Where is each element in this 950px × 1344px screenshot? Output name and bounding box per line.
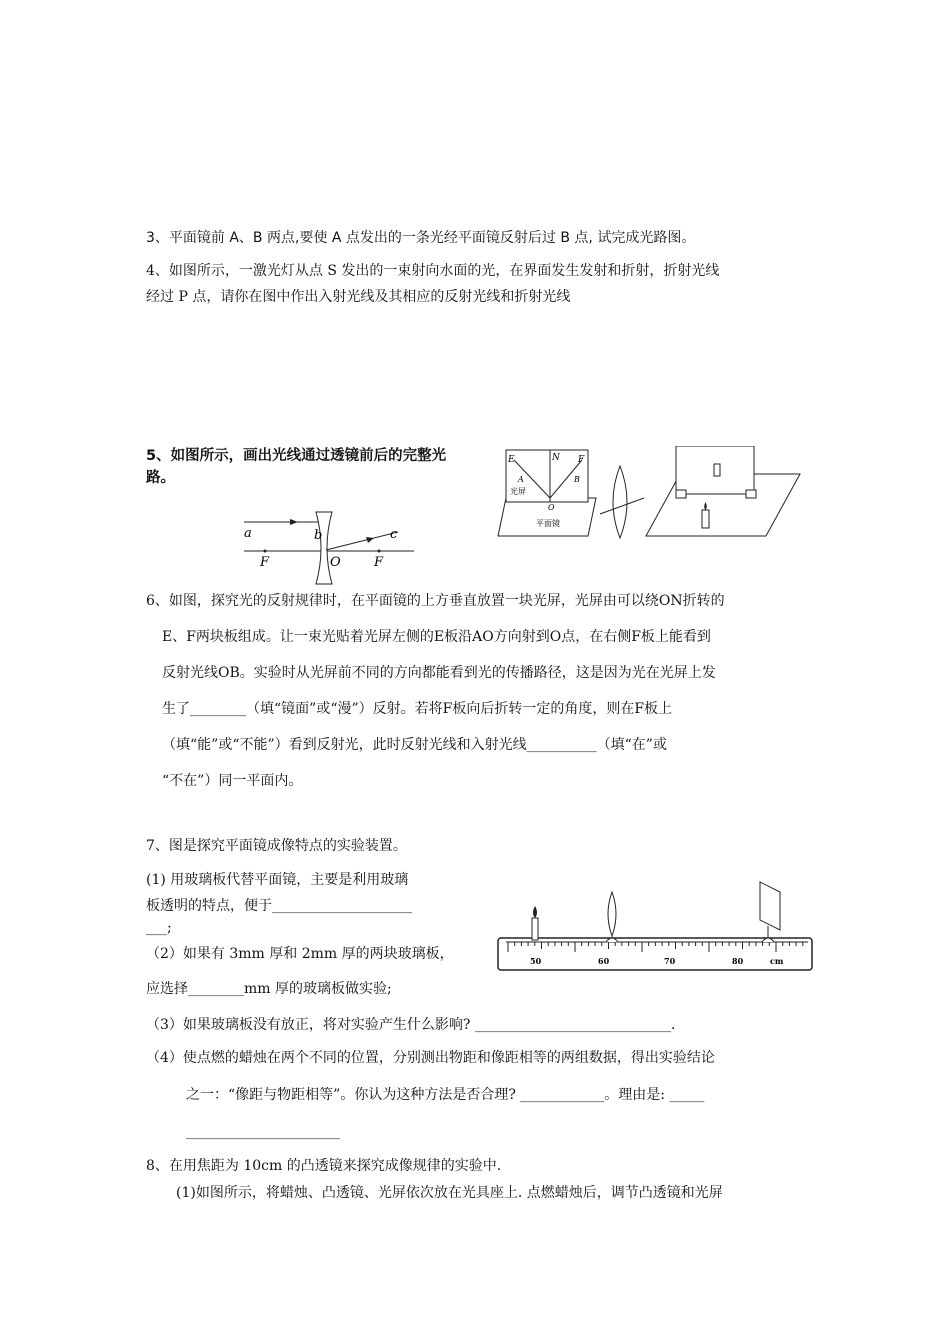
q7-p2-line2: 应选择________mm 厚的玻璃板做实验; [146,981,392,997]
label-o-point: O [548,503,555,512]
refracted-ray-c [326,532,398,550]
q6-line6: “不在”）同一平面内。 [162,773,303,789]
label-c: c [390,527,398,542]
q4-line2: 经过 P 点，请你在图中作出入射光线及其相应的反射光线和折射光线 [146,289,571,305]
label-n: N [552,453,560,463]
ray-arrow-icon-2 [366,537,374,543]
q7-p1-line2: 板透明的特点，便于____________________ [146,898,412,914]
q4-line1: 4、如图所示，一激光灯从点 S 发出的一束射向水面的光，在界面发生发射和折射，折射光线 [146,263,720,279]
q6-line4: 生了________（填“镜面”或“漫”）反射。若将F板向后折转一定的角度，则在F板上 [162,701,673,717]
tick-label-60: 60 [598,956,610,966]
candle-icon [532,918,538,940]
reflection-experiment-figure [496,446,808,548]
q6-line2: E、F两块板组成。让一束光贴着光屏左侧的E板沿AO方向射到O点，在右侧F板上能看到 [162,629,711,645]
label-a: a [244,526,252,541]
screen-label: 光屏 [510,487,526,496]
q7-p2-line1: （2）如果有 3mm 厚和 2mm 厚的两块玻璃板， [146,946,454,962]
q8-p1: (1)如图所示，将蜡烛、凸透镜、光屏依次放在光具座上. 点燃蜡烛后，调节凸透镜和光屏 [176,1185,723,1201]
concave-lens-figure [238,508,418,586]
label-o: O [330,555,341,570]
q7-p3: （3）如果玻璃板没有放正，将对实验产生什么影响? ____________________________. [146,1017,676,1033]
q5-line2: 路。 [146,470,175,486]
q7-p1-line1: (1) 用玻璃板代替平面镜，主要是利用玻璃 [146,872,409,888]
tick-label-70: 70 [664,956,676,966]
q3-text: 3、平面镜前 A、B 两点,要使 A 点发出的一条光经平面镜反射后过 B 点, 试完成光路图。 [146,230,696,246]
mirror-label: 平面镜 [536,519,560,528]
q6-line3: 反射光线OB。实验时从光屏前不同的方向都能看到光的传播路径，这是因为光在光屏上发 [162,665,716,681]
tick-label-50: 50 [530,956,542,966]
q8-title: 8、在用焦距为 10cm 的凸透镜来探究成像规律的实验中. [146,1158,502,1174]
q7-p1-line3: ___; [146,920,172,936]
label-a-point: A [518,475,524,484]
q5-line1: 5、如图所示，画出光线通过透镜前后的完整光 [146,448,447,464]
q6-line1: 6、如图，探究光的反射规律时，在平面镜的上方垂直放置一块光屏，光屏由可以绕ON折转的 [146,593,725,609]
optical-bench-figure [496,878,816,974]
screen-icon [760,882,780,930]
q6-line5: （填“能”或“不能”）看到反射光，此时反射光线和入射光线__________（填“在”或 [162,737,667,753]
concave-lens-shape [316,512,332,584]
label-b: b [314,528,323,543]
q7-title: 7、图是探究平面镜成像特点的实验装置。 [146,838,407,854]
tick-label-80: 80 [732,956,744,966]
lens-icon [608,892,616,936]
unit-label: cm [770,956,784,966]
label-f1: F [260,555,270,570]
convex-lens-shape [613,466,627,538]
label-b-point: B [574,475,580,484]
plane-mirror [498,498,596,536]
q7-p4-line3: ______________________ [186,1124,340,1140]
candle-icon [702,510,709,528]
label-f2: F [374,555,384,570]
candle-image-icon [714,464,720,476]
label-e: E [508,455,515,465]
ray-arrow-icon [290,519,298,525]
label-f: F [578,455,585,465]
q7-p4-line2: 之一：“像距与物距相等”。你认为这种方法是否合理? ____________。理由是: _____ [186,1087,705,1103]
q7-p4-line1: （4）使点燃的蜡烛在两个不同的位置，分别测出物距和像距相等的两组数据，得出实验结论 [146,1050,715,1066]
